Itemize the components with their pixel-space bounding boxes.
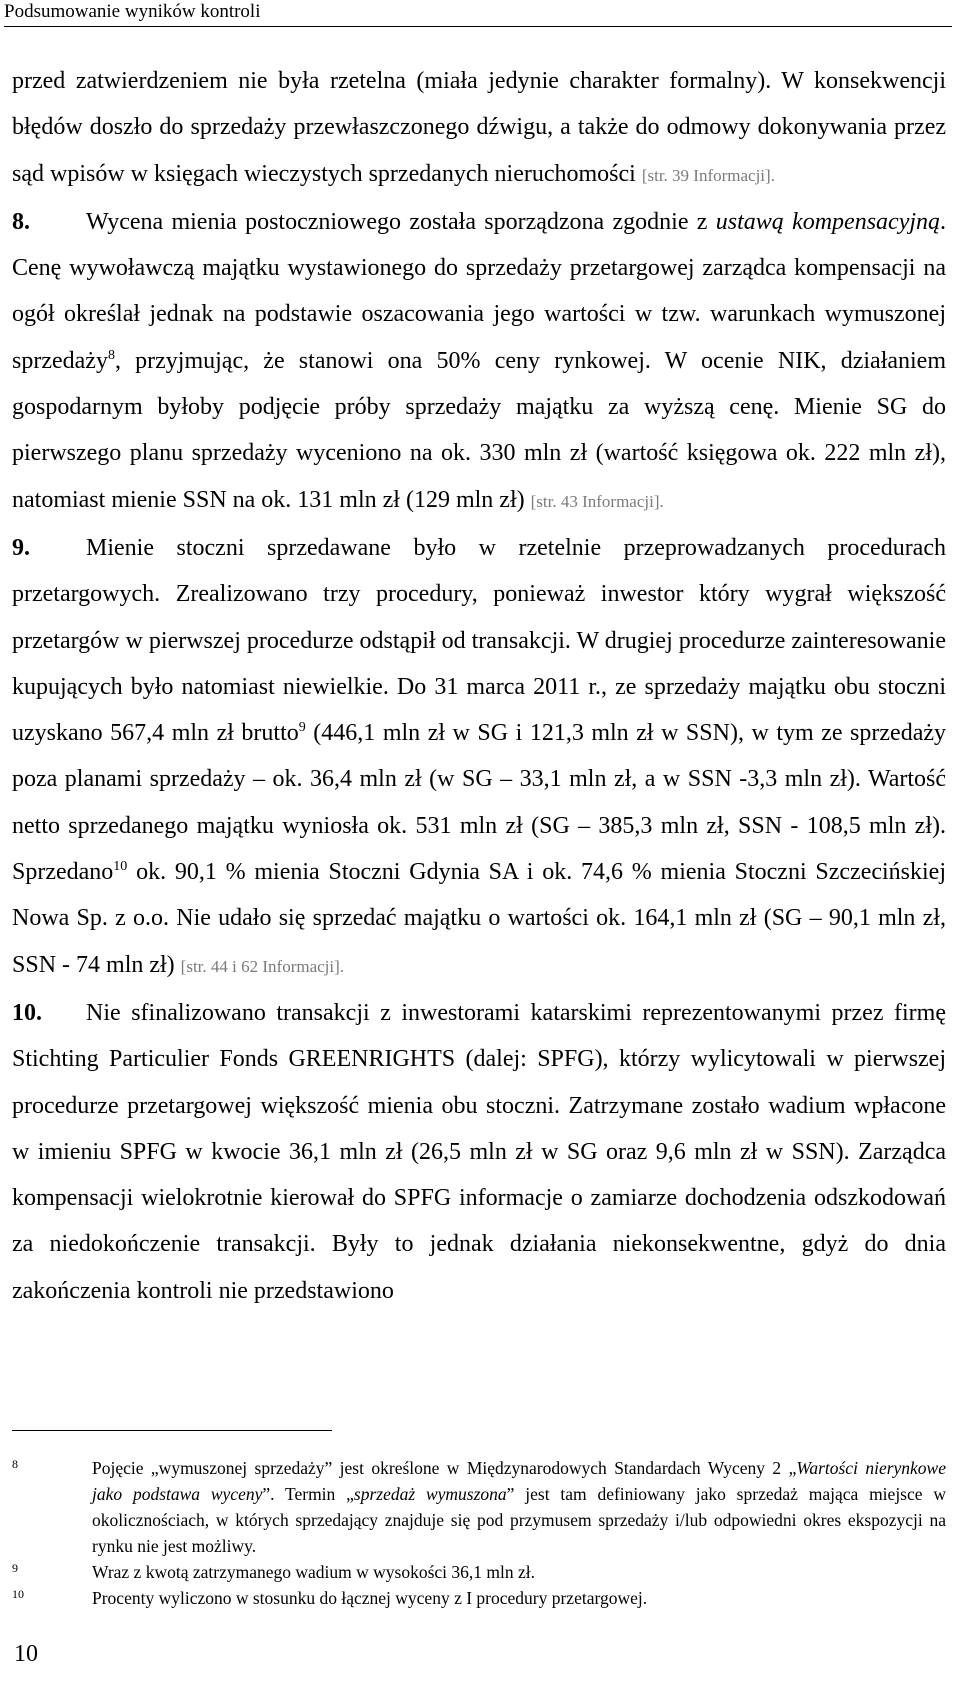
paragraph-number: 10.: [12, 999, 42, 1026]
paragraph-text: . Cenę wywoławczą majątku wystawionego do sprzedaży przetargowej zarządca kompensacji na ogół określał jednak na podstawie oszacowania jego wartości w tzw. warunkach wymuszonej sprzedaży: [12, 208, 947, 374]
footnote-mark: 10: [12, 1587, 24, 1601]
paragraph-text: (446,1 mln zł w SG i 121,3 mln zł w SSN), w tym ze sprzedaży poza planami sprzedaży – ok. 36,4 mln zł (w SG – 33,1 mln zł, a w SSN -3,3 mln zł). Wartość netto sprzedanego majątku wyniosła ok. 531 mln zł (SG – 385,3 mln zł, SSN - 108,5 mln zł). Sprzedano: [12, 720, 946, 886]
footnote-item: [12, 1585, 946, 1611]
footnote-text-part: ”. Termin „: [262, 1484, 354, 1504]
footnote-text-part: Pojęcie „wymuszonej sprzedaży” jest określone w Międzynarodowych Standardach Wyceny 2 „: [92, 1458, 797, 1478]
paragraph-9: [12, 525, 946, 990]
footnote-marker[interactable]: 8: [107, 347, 115, 363]
paragraph-8: [12, 199, 946, 525]
paragraph-text: ok. 90,1 % mienia Stoczni Gdynia SA i ok. 74,6 % mienia Stoczni Szczecińskiej Nowa Sp. z o.o. Nie udało się sprzedać majątku o wartości ok. 164,1 mln zł (SG – 90,1 mln zł, SSN - 74 mln zł): [12, 859, 946, 978]
footnote-italic: sprzedaż wymuszona: [353, 1484, 507, 1504]
running-header: [4, 0, 952, 27]
footnote-marker[interactable]: 10: [113, 859, 128, 875]
footnote-item: [12, 1559, 946, 1585]
header-title: Podsumowanie wyników kontroli: [4, 1, 261, 22]
footnote-item: [12, 1455, 946, 1559]
paragraph-text: Nie sfinalizowano transakcji z inwestorami katarskimi reprezentowanymi przez firmę Stichting Particulier Fonds GREENRIGHTS (dalej: SPFG), którzy wylicytowali w pierwszej procedurze przetargowej większość mienia obu stoczni. Zatrzymane zostało wadium wpłacone w imieniu SPFG w kwocie 36,1 mln zł (26,5 mln zł w SG oraz 9,6 mln zł w SSN). Zarządca kompensacji wielokrotnie kierował do SPFG informacje o zamiarze dochodzenia odszkodowań za niedokończenie transakcji. Były to jednak działania niekonsekwentne, gdyż do dnia zakończenia kontroli nie przedstawiono: [12, 999, 946, 1304]
footnote-mark: 9: [12, 1561, 18, 1575]
footnotes: [12, 1455, 946, 1611]
footnote-italic: Wartości nierynkowe jako podstawa wyceny: [92, 1458, 946, 1504]
footnote-text: Wraz z kwotą zatrzymanego wadium w wysokości 36,1 mln zł.: [92, 1562, 535, 1582]
footnote-mark: 8: [12, 1457, 18, 1471]
paragraph-number: 8.: [12, 208, 30, 235]
footnote-text-part: ” jest tam definiowany jako sprzedaż mająca miejsce w okolicznościach, w których sprzedający znajduje się pod przymusem sprzedaży i/lub odpowiedni okres ekspozycji na rynku nie jest możliwy.: [92, 1484, 946, 1556]
footnote-divider: [12, 1430, 332, 1431]
paragraph-number: 9.: [12, 534, 30, 561]
footnote-marker[interactable]: 9: [298, 720, 306, 736]
footnote-text: [92, 1455, 946, 1559]
reference-link[interactable]: [str. 44 i 62 Informacji].: [180, 956, 345, 976]
footnote-text: Procenty wyliczono w stosunku do łącznej wyceny z I procedury przetargowej.: [92, 1588, 648, 1608]
reference-link[interactable]: [str. 39 Informacji].: [641, 165, 775, 185]
paragraph-text: Mienie stoczni sprzedawane było w rzetelnie przeprowadzanych procedurach przetargowych. Zrealizowano trzy procedury, ponieważ inwestor który wygrał większość przetargów w pierwszej procedurze odstąpił od transakcji. W drugiej procedurze zainteresowanie kupujących było natomiast niewielkie. Do 31 marca 2011 r., ze sprzedaży majątku obu stoczni uzyskano 567,4 mln zł brutto: [12, 534, 946, 747]
paragraph-continuation: [12, 58, 946, 199]
reference-link[interactable]: [str. 43 Informacji].: [530, 491, 664, 511]
main-text: [12, 58, 946, 1314]
paragraph-text: Wycena mienia postoczniowego została sporządzona zgodnie z: [86, 208, 708, 235]
paragraph-10: [12, 990, 946, 1314]
italic-term: ustawą kompensacyjną: [715, 208, 941, 235]
page-number: 10: [14, 1641, 38, 1667]
paragraph-text: przed zatwierdzeniem nie była rzetelna (miała jedynie charakter formalny). W konsekwencji błędów doszło do sprzedaży przewłaszczonego dźwigu, a także do odmowy dokonywania przez sąd wpisów w księgach wieczystych sprzedanych nieruchomości: [12, 68, 946, 187]
paragraph-text: , przyjmując, że stanowi ona 50% ceny rynkowej. W ocenie NIK, działaniem gospodarnym byłoby podjęcie próby sprzedaży majątku za wyższą cenę. Mienie SG do pierwszego planu sprzedaży wyceniono na ok. 330 mln zł (wartość księgowa ok. 222 mln zł), natomiast mienie SSN na ok. 131 mln zł (129 mln zł): [12, 347, 946, 513]
